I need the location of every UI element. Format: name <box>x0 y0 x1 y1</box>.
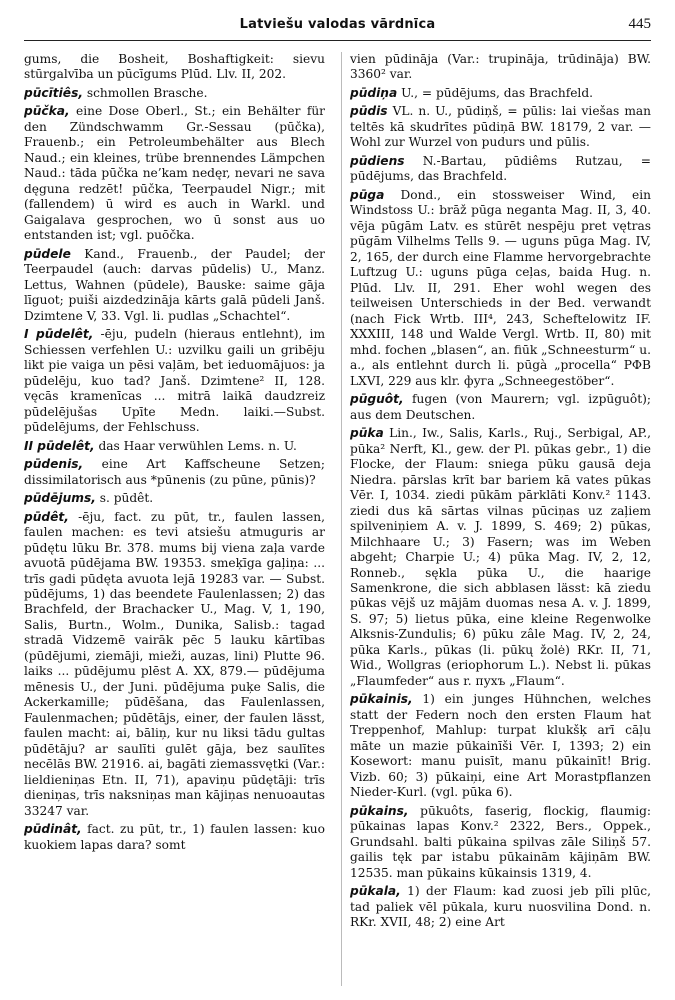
entry-text: eine Art Kaffscheune Setzen; dissimilatorisch aus *pūnenis (zu pūne, pūnis)? <box>24 457 326 487</box>
dictionary-entry <box>24 86 325 101</box>
entry-text: 1) ein junges Hühnchen, welches statt der Federn noch den ersten Flaum hat Treppenhof, Mahlup: turpat klukšķ arī cāļu māte un mazie pūkainīši Vēr. I, 1393; 2) ein Kosewort: manu puisīt, manu pūkainīt! Brig. Vizb. 60; 3) pūkaiņi, eine Art Morastpflanzen Nieder-Kurl. (vgl. pūka 6). <box>350 692 651 800</box>
entry-headword: pūčka, <box>24 104 70 119</box>
dictionary-entry <box>24 457 325 488</box>
dictionary-entry <box>350 188 651 389</box>
entry-text: fact. zu pūt, tr., 1) faulen lassen: kuo kuokiem lapas dara? somt <box>24 822 325 852</box>
entry-text: U., = pūdējums, das Brachfeld. <box>401 85 594 100</box>
entry-text: Kand., Frauenb., der Paudel; der Teerpaudel (auch: darvas pūdelis) U., Manz. Lettus, Wahnen (pūdele), Bauske: saime gāja līguot; puiši aizdedzināja kārts galā pūdeli Janš. Dzimtene V, 33. Vgl. li. pudlas „Schachtel“. <box>24 246 326 323</box>
entry-headword: pūcītiês, <box>24 85 83 100</box>
dictionary-entry <box>350 52 651 83</box>
dictionary-entry <box>24 247 325 324</box>
right-column <box>341 52 651 986</box>
entry-text: 1) der Flaum: kad zuosi jeb pīli plūc, tad paliek vēl pūkala, kuru nuosvilina Dond. n. RKr. XVII, 48; 2) eine Art <box>350 884 651 930</box>
page-header <box>24 14 651 41</box>
dictionary-entry <box>350 426 651 689</box>
entry-text: das Haar verwühlen Lems. n. U. <box>98 438 297 453</box>
dictionary-entry <box>350 86 651 101</box>
page-number: 445 <box>628 16 651 32</box>
entry-headword: pūkains, <box>350 803 409 818</box>
left-column <box>24 52 325 986</box>
dictionary-entry <box>24 822 325 853</box>
dictionary-entry <box>350 884 651 930</box>
dictionary-entry <box>350 392 651 423</box>
entry-headword: II pūdelêt, <box>24 438 95 453</box>
dictionary-entry <box>24 439 325 454</box>
dictionary-entry <box>24 510 325 820</box>
entry-headword: pūguôt, <box>350 392 404 407</box>
entry-headword: pūdêt, <box>24 509 69 524</box>
running-title: Latviešu valodas vārdnīca <box>239 17 436 32</box>
entry-text: VL. n. U., pūdiņš, = pūlis: lai viešas man teltēs kā skudrītes pūdiņā BW. 18179, 2 var. — Wohl zur Wurzel von pudurs und pūlis. <box>350 104 651 150</box>
entry-headword: pūdele <box>24 246 71 261</box>
dictionary-entry <box>350 692 651 800</box>
entry-text: pūkuôts, faserig, flockig, flaumig: pūkainas lapas Konv.² 2322, Bers., Oppek., Grundsahl. balti pūkaina spilvas zāle Siliņš 57. gailis tęk par istabu pūkainām kājiņām BW. 12535. man pūkains kūkainsis 1319, 4. <box>350 803 652 880</box>
dictionary-entry <box>24 104 325 243</box>
entry-text: schmollen Brasche. <box>86 85 208 100</box>
dictionary-entry <box>350 154 651 185</box>
entry-text: s. pūdêt. <box>99 491 154 506</box>
entry-text: gums, die Bosheit, Boshaftigkeit: sievu stūrgalvība un pūcīgums Plūd. Llv. II, 202. <box>24 52 325 82</box>
entry-headword: pūkainis, <box>350 692 413 707</box>
dictionary-entry <box>24 327 325 435</box>
dictionary-entry <box>350 804 651 881</box>
entry-headword: pūdiens <box>350 153 405 168</box>
dictionary-entry <box>350 104 651 150</box>
entry-text: -ēju, pudeln (hieraus entlehnt), im Schiessen verfehlen U.: uzvilku gaili un gribēju likt pie vaiga un pēsi vaļām, bet ieduomājuos: ja pūdelēju, kuo tad? Janš. Dzimtene² II, 128. vęcās kramenīcas ... mitrā laikā daudzreiz pūdelējušas Upīte Medn. laiki.—Subst. pūdelējums, der Fehlschuss. <box>24 327 325 435</box>
entry-text: -ēju, fact. zu pūt, tr., faulen lassen, faulen machen: es tevi atsiešu atmuguris ar pūdętu lūku Br. 378. mums bij viena zaļa varde avuotā pūdējama BW. 19353. smeķīga gaļiņa: ... trīs gadi pūdęta avuota lejā 19283 var. — Subst. pūdējums, 1) das beendete Faulenlassen; 2) das Brachfeld, der Brachacker U., Mag. V, 1, 190, Salis, Burtn., Wolm., Dunika, Salisb.: tagad stradā Vidzemē vairāk pēc 5 lauku kārtības (pūdējumi, ziemāji, mieži, auzas, lini) Plutte 96. laiks ... pūdējumu plēst A. XX, 879.— pūdējuma mēnesis U., der Juni. pūdējuma puķe Salis, die Ackerkamille; pūdēšana, das Faulenlassen, Faulenmachen; pūdētājs, einer, der faulen lässt, faulen macht: ai, bāliņ, kur nu liksi tādu gultas pūdētāju? ar saulīti gulēt gāja, bez saulītes necēlās BW. 21916. ai, bagāti ziemassvętki (Var.: lieldieniņas Etn. II, 71), apaviņu pūdętāji: trīs dieniņas, trīs naksniņas man kājiņas nenuoautas 33247 var. <box>24 509 325 818</box>
entry-headword: pūga <box>350 187 385 202</box>
entry-headword: pūka <box>350 426 384 441</box>
entry-headword: I pūdelêt, <box>24 327 94 342</box>
dictionary-entry <box>24 52 325 83</box>
entry-headword: pūdiņa <box>350 85 398 100</box>
dictionary-columns <box>24 52 651 986</box>
entry-headword: pūdinât, <box>24 822 82 837</box>
entry-headword: pūdējums, <box>24 491 96 506</box>
entry-text: Lin., Iw., Salis, Karls., Ruj., Serbigal, AP., pūka² Nerft, Kl., gew. der Pl. pūkas gebr., 1) die Flocke, der Flaum: sniega pūku gausā deja Niedra. pārslas krīt bar bariem kā vates pūkas Vēr. I, 1034. ziedi pūkām pārklāti Konv.² 1143. ziedi dus kā sārtas vilnas pūciņas uz zaļiem spilveniņiem A. v. J. 1899, S. 469; 2) pūkas, Milchhaare U.; 3) Fasern; was im Weben abgeht; Charpie U.; 4) pūka Mag. IV, 2, 12, Ronneb., sękla pūka U., die haarige Samenkrone, die sich abblasen lässt: kā ziedu pūkas vējš uz mājām duomas nesa A. v. J. 1899, S. 97; 5) lietus pūka, eine kleine Regenwolke Alksnis-Zundulis; 6) pūku zâle Mag. IV, 2, 24, pūka Karls., pūkas (li. pūkų žolė) RKr. II, 71, Wid., Wollgras (eriophorum L.). Nebst li. pūkas „Flaumfeder“ aus r. пухъ „Flaum“. <box>350 426 651 688</box>
dictionary-entry <box>24 491 325 506</box>
entry-text: eine Dose Oberl., St.; ein Behälter für den Zündschwamm Gr.-Sessau (pūčka), Frauenb.; ein Petroleumbehälter aus Blech Naud.; ein kleines, trübe brennendes Lämpchen Naud.: tāda pūčka ne’kam nedęr, nevari ne sava dęguna redzēt! pūčka, Teerpaudel Nigr.; mit (fallendem) ū wird es auch in Warkl. und Gaigalava gesprochen, wo ū sonst aus uo entstanden ist; vgl. puōčka. <box>24 104 325 243</box>
entry-text: Dond., ein stossweiser Wind, ein Windstoss U.: brāž pūga neganta Mag. II, 3, 40. vēja pūgām Latv. es stūrēt nespēju pret vętras pūgām Vilhelms Tells 9. — uguns pūga Mag. IV, 2, 165, der durch eine Flamme hervorgebrachte Luftzug U.: uguns pūga ceļas, baida Hug. n. Plūd. Llv. II, 291. Eher wohl wegen des teilweisen Unterschieds in der Bed. verwandt (nach Fick Wrtb. III⁴, 243, Scheftelowitz IF. XXXIII, 148 und Walde Vergl. Wrtb. II, 80) mit mhd. fochen „blasen“, an. fiūk „Schneesturm“ u. a., als entlehnt durch li. pūgà „procella“ РФВ LXVI, 229 aus klr. фуга „Schneegestöber“. <box>350 187 652 388</box>
entry-headword: pūdis <box>350 104 388 119</box>
entry-text: vien pūdināja (Var.: trupināja, trūdināja) BW. 3360² var. <box>350 52 651 82</box>
entry-headword: pūdenis, <box>24 457 84 472</box>
entry-text: N.-Bartau, pūdiêms Rutzau, = pūdējums, das Brachfeld. <box>350 153 652 184</box>
entry-text: fugen (von Maurern; vgl. izpūguôt); aus dem Deutschen. <box>350 392 651 422</box>
entry-headword: pūkala, <box>350 884 401 899</box>
